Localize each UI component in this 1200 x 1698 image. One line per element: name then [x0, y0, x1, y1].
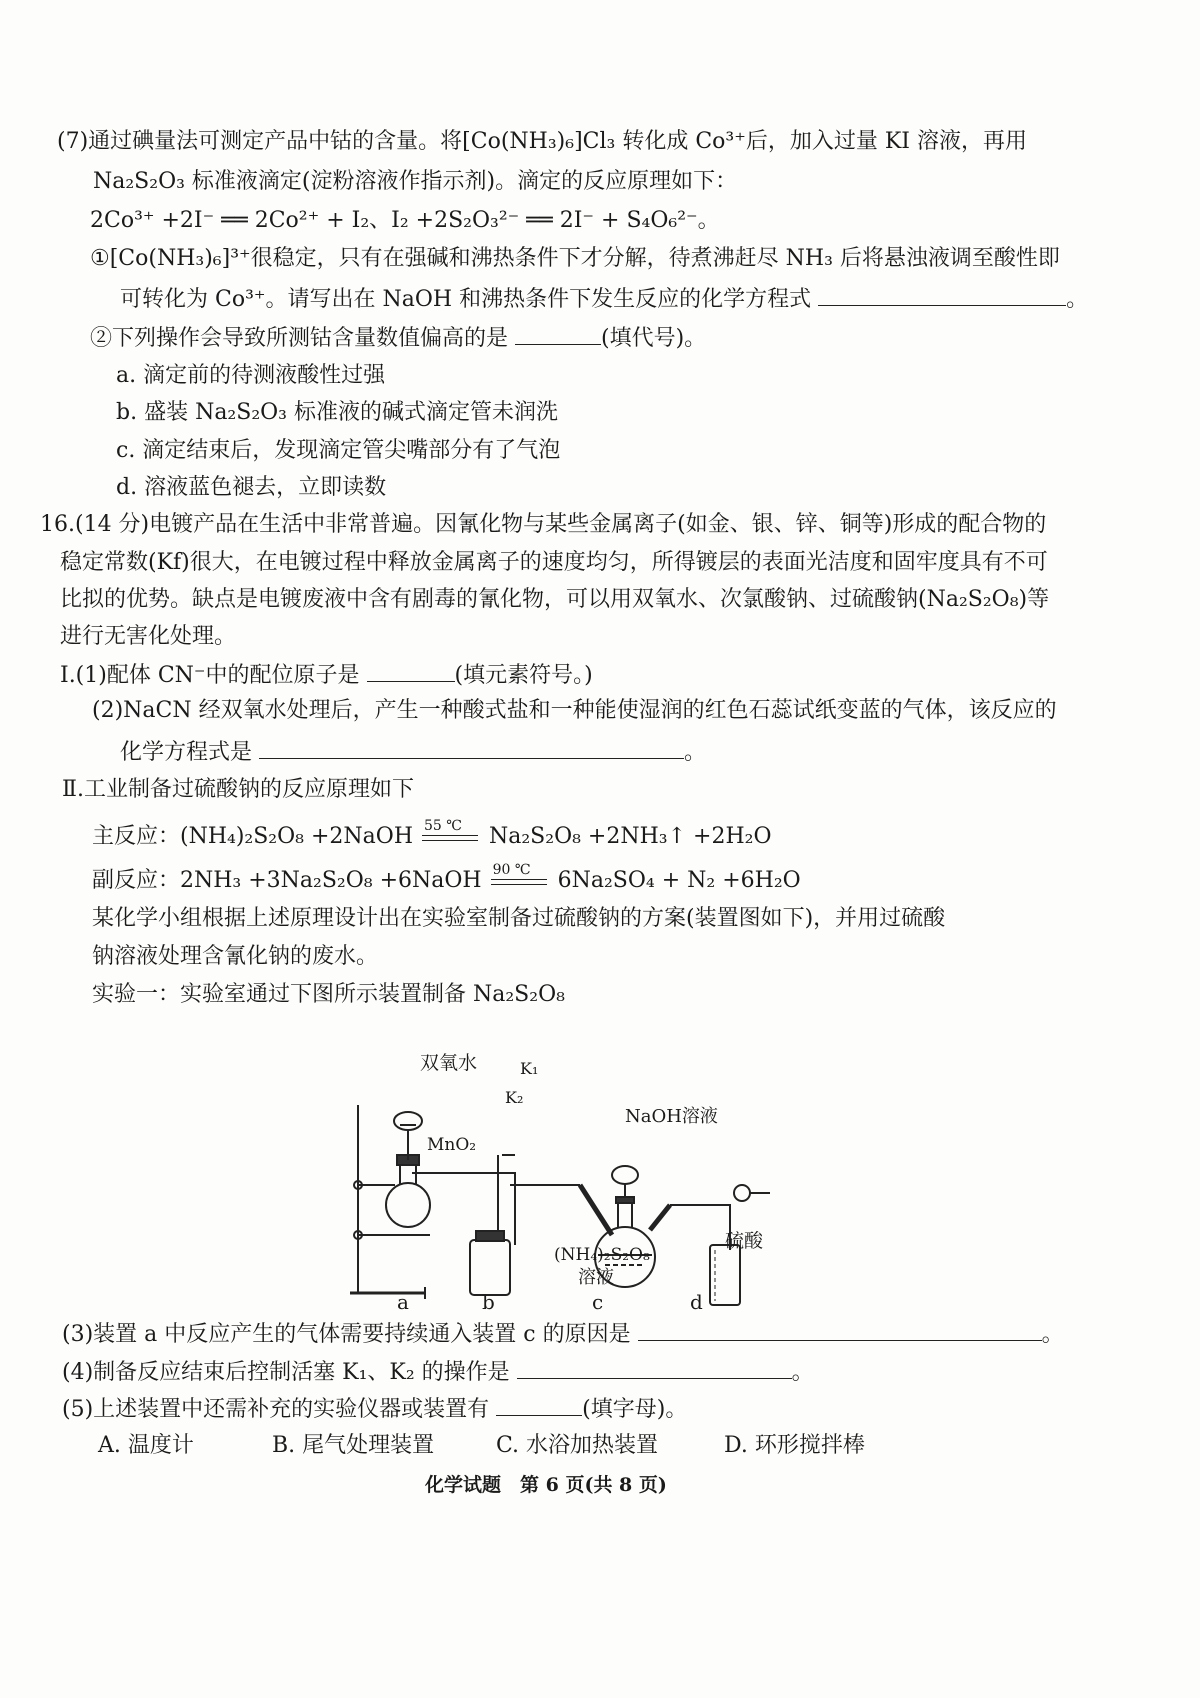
q16-p1-text: Ⅰ.(1)配体 CN⁻中的配位原子是	[60, 663, 360, 688]
q7-line2: Na₂S₂O₃ 标准液滴定(淀粉溶液作指示剂)。滴定的反应原理如下：	[93, 169, 738, 194]
main-reaction-left: 主反应：(NH₄)₂S₂O₈ +2NaOH	[92, 824, 413, 849]
q16-q4	[62, 1356, 814, 1388]
label-naoh-solution: NaOH溶液	[625, 1106, 718, 1127]
q16-intro-line3: 比拟的优势。缺点是电镀废液中含有剧毒的氰化物，可以用双氧水、次氯酸钠、过硫酸钠(Na₂S₂O₈)等	[60, 587, 1050, 612]
q16-intro-line4: 进行无害化处理。	[60, 624, 237, 649]
q16-intro-line1: 16.(14 分)电镀产品在生活中非常普遍。因氰化物与某些金属离子(如金、银、锌、铜等)形成的配合物的	[40, 512, 1047, 537]
main-reaction-eq-top	[422, 835, 478, 836]
q16-choice-b: B. 尾气处理装置	[272, 1433, 435, 1458]
q16-p2-text: 化学方程式是	[120, 740, 253, 765]
q16-p2-answer-blank[interactable]	[259, 736, 684, 759]
q7-option-a: a. 滴定前的待测液酸性过强	[116, 363, 386, 388]
q16-choice-c: C. 水浴加热装置	[496, 1433, 659, 1458]
page-footer: 化学试题 第 6 页(共 8 页)	[425, 1474, 667, 1496]
q7-sub2-answer-blank[interactable]	[515, 322, 601, 345]
q7-option-d: d. 溶液蓝色褪去，立即读数	[116, 475, 387, 500]
q16-choice-a: A. 温度计	[98, 1433, 194, 1458]
q16-main-reaction	[92, 818, 772, 852]
main-reaction-condition: 55 ℃	[424, 818, 462, 834]
main-reaction-eq-bottom	[422, 840, 478, 841]
q7-option-b: b. 盛装 Na₂S₂O₃ 标准液的碱式滴定管未润洗	[116, 400, 558, 425]
label-solution: 溶液	[578, 1267, 614, 1288]
label-ammonium-persulfate: (NH₄)₂S₂O₈	[554, 1245, 650, 1265]
q16-q5-text: (5)上述装置中还需补充的实验仪器或装置有	[62, 1397, 490, 1422]
label-c: c	[592, 1290, 604, 1314]
side-reaction-left: 副反应：2NH₃ +3Na₂S₂O₈ +6NaOH	[92, 868, 482, 893]
label-k1: K₁	[520, 1059, 539, 1078]
q16-design-line2: 钠溶液处理含氰化钠的废水。	[92, 944, 379, 969]
q16-q3-end: 。	[1041, 1322, 1064, 1347]
q16-choice-d: D. 环形搅拌棒	[724, 1433, 865, 1458]
q7-sub1-line1: ①[Co(NH₃)₆]³⁺很稳定，只有在强碱和沸热条件下才分解，待煮沸赶尽 NH₃ 后将悬浊液调至酸性即	[90, 246, 1060, 271]
q16-part2-title: Ⅱ.工业制备过硫酸钠的反应原理如下	[62, 777, 414, 802]
label-hydrogen-peroxide: 双氧水	[420, 1052, 478, 1074]
q16-design-line1: 某化学小组根据上述原理设计出在实验室制备过硫酸钠的方案(装置图如下)，并用过硫酸	[92, 906, 946, 931]
q16-q5-answer-blank[interactable]	[496, 1393, 582, 1416]
q16-q3	[62, 1318, 1064, 1350]
side-reaction-eq-top	[491, 879, 547, 880]
main-reaction-right: Na₂S₂O₈ +2NH₃↑ +2H₂O	[489, 824, 772, 849]
q16-experiment1: 实验一：实验室通过下图所示装置制备 Na₂S₂O₈	[92, 982, 565, 1007]
q16-q5	[62, 1393, 687, 1425]
side-reaction-arrow	[489, 862, 551, 893]
q16-side-reaction	[92, 862, 801, 896]
side-reaction-right: 6Na₂SO₄ + N₂ +6H₂O	[557, 868, 801, 893]
q7-option-c: c. 滴定结束后，发现滴定管尖嘴部分有了气泡	[116, 438, 561, 463]
label-mno2: MnO₂	[427, 1135, 477, 1155]
iron-stand-a	[350, 1105, 430, 1299]
q16-p1-answer-blank[interactable]	[367, 659, 455, 682]
q7-sub1-end: 。	[1066, 287, 1089, 312]
q7-sub1-answer-blank[interactable]	[818, 283, 1066, 306]
label-d: d	[690, 1290, 703, 1314]
q16-q5-end: (填字母)。	[582, 1397, 688, 1422]
q7-sub2-text: ②下列操作会导致所测钴含量数值偏高的是	[90, 326, 509, 351]
q16-p2-end: 。	[684, 740, 707, 765]
side-reaction-eq-bottom	[491, 884, 547, 885]
q16-part1-q2-line2	[120, 736, 706, 768]
side-reaction-condition: 90 ℃	[492, 862, 531, 878]
main-reaction-arrow	[420, 818, 482, 849]
label-k2: K₂	[505, 1088, 524, 1107]
label-a: a	[397, 1290, 409, 1314]
q7-sub2-end: (填代号)。	[601, 326, 707, 351]
q7-sub1-line2	[120, 283, 1088, 315]
q16-p1-end: (填元素符号。)	[454, 663, 593, 688]
q16-part1-q2-line1: (2)NaCN 经双氧水处理后，产生一种酸式盐和一种能使湿润的红色石蕊试纸变蓝的气体，该反应的	[92, 698, 1057, 723]
label-sulfuric-acid: 硫酸	[725, 1230, 764, 1252]
q16-q3-answer-blank[interactable]	[638, 1318, 1042, 1341]
q16-q3-text: (3)装置 a 中反应产生的气体需要持续通入装置 c 的原因是	[62, 1322, 631, 1347]
q7-line1: (7)通过碘量法可测定产品中钴的含量。将[Co(NH₃)₆]Cl₃ 转化成 Co³⁺后，加入过量 KI 溶液，再用	[57, 129, 1027, 154]
q16-q4-answer-blank[interactable]	[517, 1356, 792, 1379]
label-b: b	[482, 1290, 495, 1314]
q16-part1-q1	[60, 659, 593, 691]
q16-intro-line2: 稳定常数(Kf)很大，在电镀过程中释放金属离子的速度均匀，所得镀层的表面光洁度和固牢度具有不可	[60, 550, 1048, 575]
q7-reaction: 2Co³⁺ +2I⁻ ══ 2Co²⁺ + I₂、I₂ +2S₂O₃²⁻ ══ 2I⁻ + S₄O₆²⁻。	[90, 208, 720, 233]
q16-q4-end: 。	[791, 1360, 814, 1385]
q7-sub1-text: 可转化为 Co³⁺。请写出在 NaOH 和沸热条件下发生反应的化学方程式	[120, 287, 812, 312]
q16-q4-text: (4)制备反应结束后控制活塞 K₁、K₂ 的操作是	[62, 1360, 510, 1385]
q7-sub2-line	[90, 322, 706, 354]
